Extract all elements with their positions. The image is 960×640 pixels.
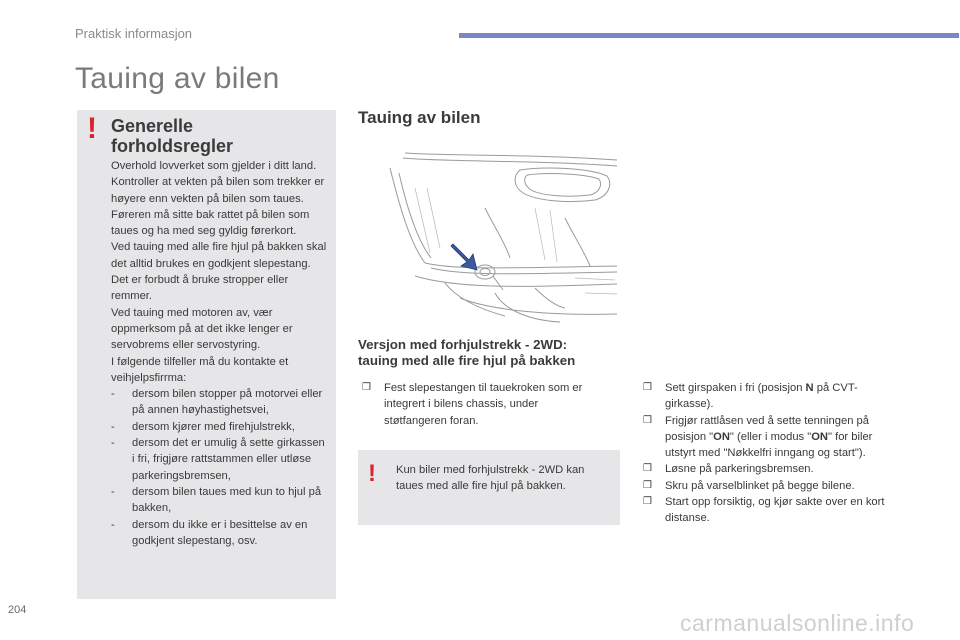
checkbox-bullet-icon: ❒ xyxy=(362,382,371,393)
instruction-text-part: " for biler utstyrt med "Nøkkelfri inngang og start"). xyxy=(665,430,873,460)
page-title: Tauing av bilen xyxy=(75,62,280,95)
watermark: carmanualsonline.info xyxy=(680,610,915,636)
instruction-text-part: Frigjør rattlåsen ved å sette tenningen på posisjon " xyxy=(665,414,869,443)
dash-marker: - xyxy=(111,437,115,450)
header-section-label: Praktisk informasjon xyxy=(75,26,193,41)
precaution-paragraph: Ved tauing med motoren av, vær oppmerksom på at det ikke lenger er servobrems eller servostyring. xyxy=(111,306,293,352)
checkbox-bullet-icon: ❒ xyxy=(643,463,652,475)
precaution-paragraph: Ved tauing med alle fire hjul på bakken skal det alltid brukes en godkjent slepestang. Det er forbudt å bruke stropper eller remmer. xyxy=(111,241,327,303)
case-text: dersom bilen taues med kun to hjul på bakken, xyxy=(132,485,322,515)
left-instruction-list xyxy=(362,380,584,429)
instruction-item xyxy=(643,380,903,413)
case-text: dersom kjører med firehjulstrekk, xyxy=(132,420,295,433)
heading-line-2: forholdsregler xyxy=(111,136,234,156)
case-list-item xyxy=(111,517,329,550)
instruction-item xyxy=(643,413,903,462)
note-text: Kun biler med forhjulstrekk - 2WD kan taues med alle fire hjul på bakken. xyxy=(396,464,585,493)
case-list-item xyxy=(111,435,329,484)
case-list-item xyxy=(111,484,329,517)
checkbox-bullet-icon: ❒ xyxy=(643,479,652,491)
instruction-item xyxy=(362,380,584,429)
section-title: Tauing av bilen xyxy=(358,108,481,127)
instruction-text: Løsne på parkeringsbremsen. xyxy=(665,463,814,476)
right-instruction-list xyxy=(643,380,903,527)
case-text: dersom du ikke er i besittelse av en godkjent slepestang, osv. xyxy=(132,518,308,547)
ignition-on-mode-label: ON xyxy=(811,430,829,443)
case-text: dersom det er umulig å sette girkassen i fri, frigjøre rattstammen eller utløse parkeringsbremsen, xyxy=(132,437,325,482)
subheading-line-2: tauing med alle fire hjul på bakken xyxy=(358,353,576,368)
ignition-on-label: ON xyxy=(713,430,730,443)
subheading-line-1: Versjon med forhjulstrekk - 2WD: xyxy=(358,337,568,352)
instruction-text: Fest slepestangen til tauekroken som er integrert i bilens chassis, under støtfangeren foran. xyxy=(384,382,583,427)
warning-icon: ! xyxy=(368,460,376,487)
checkbox-bullet-icon: ❒ xyxy=(643,496,652,508)
dash-marker: - xyxy=(111,485,115,498)
instruction-item xyxy=(643,461,903,477)
instruction-text-part: Sett girspaken i fri (posisjon xyxy=(665,382,806,394)
gear-position-n: N xyxy=(805,382,814,394)
instruction-item xyxy=(643,478,903,494)
tow-hook-illustration-icon xyxy=(385,148,621,324)
precaution-paragraph: Overhold lovverket som gjelder i ditt land. xyxy=(111,160,317,172)
case-list-item xyxy=(111,386,329,419)
version-subheading xyxy=(358,337,628,369)
instruction-text: Skru på varselblinket på begge bilene. xyxy=(665,479,855,492)
warning-icon: ! xyxy=(87,112,97,145)
general-precautions-box xyxy=(77,110,336,599)
page-number: 204 xyxy=(8,604,27,616)
checkbox-bullet-icon: ❒ xyxy=(643,382,652,393)
case-text: dersom bilen stopper på motorvei eller på annen høyhastighetsvei, xyxy=(132,388,323,417)
heading-line-1: Generelle xyxy=(111,116,194,136)
precaution-paragraph: I følgende tilfeller må du kontakte et veihjelpsfirrma: xyxy=(111,355,289,384)
four-wheel-note-box xyxy=(358,450,620,525)
instruction-text-part: på CVT-girkasse). xyxy=(665,382,858,411)
instruction-text: Start opp forsiktig, og kjør sakte over en kort distanse. xyxy=(665,496,885,525)
instruction-text-part: " (eller i modus " xyxy=(729,430,812,443)
precaution-paragraph: Kontroller at vekten på bilen som trekker er høyere enn vekten på bilen som taues. xyxy=(111,176,325,205)
case-list-item xyxy=(111,419,329,435)
general-precautions-body xyxy=(111,158,329,549)
tow-hook-figure xyxy=(385,148,621,324)
instruction-item xyxy=(643,494,903,527)
checkbox-bullet-icon: ❒ xyxy=(643,414,652,426)
dash-marker: - xyxy=(111,388,115,401)
precaution-paragraph: Føreren må sitte bak rattet på bilen som taues og ha med seg gyldig førerkort. xyxy=(111,208,310,238)
header-accent-bar xyxy=(459,33,959,38)
dash-marker: - xyxy=(111,420,115,433)
general-precautions-heading xyxy=(111,116,326,156)
dash-marker: - xyxy=(111,518,115,531)
